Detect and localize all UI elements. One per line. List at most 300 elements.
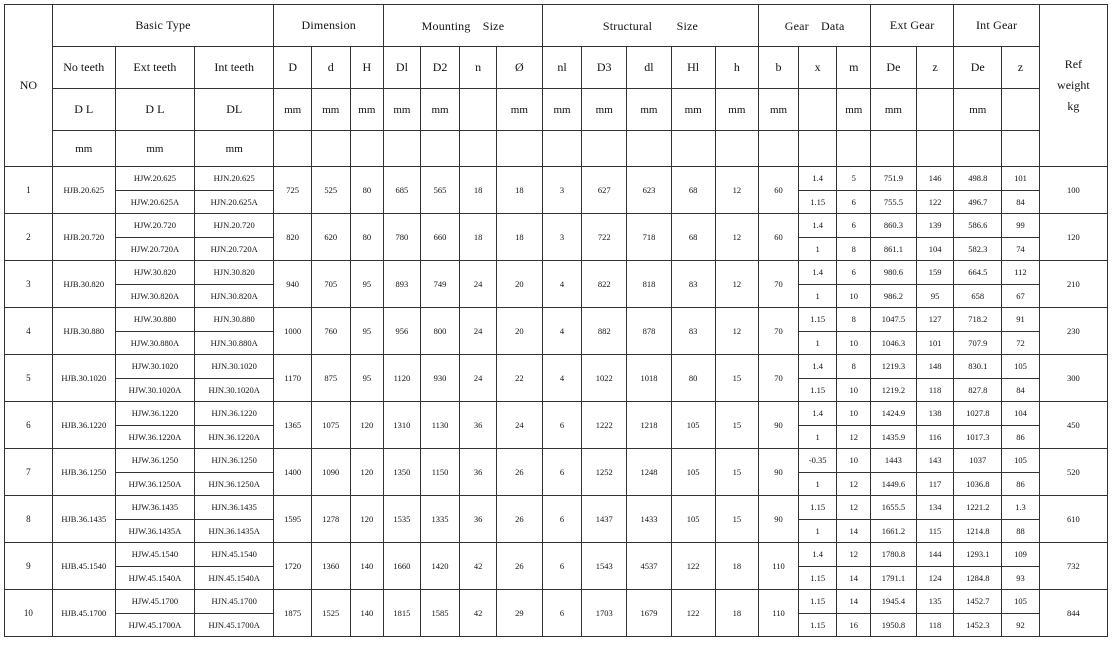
cell-ext-teeth-model: HJW.20.720 [115, 214, 194, 238]
header-col-H1: Hl [671, 47, 715, 89]
cell-ext-de: 1661.2 [871, 519, 917, 543]
unit-H: mm [350, 89, 384, 131]
cell-int-teeth-model: HJN.36.1220 [195, 402, 274, 426]
cell-int-teeth-model: HJN.30.880A [195, 331, 274, 355]
cell-no: 5 [5, 355, 53, 402]
blank-cell [954, 131, 1002, 167]
cell-no: 7 [5, 449, 53, 496]
unit-n1: mm [542, 89, 582, 131]
cell-D1: 1120 [384, 355, 421, 402]
cell-int-de: 1214.8 [954, 519, 1002, 543]
cell-ext-z: 116 [916, 425, 954, 449]
blank-cell [759, 131, 799, 167]
bearing-spec-table [4, 4, 1108, 637]
cell-m: 10 [837, 284, 871, 308]
cell-H1: 68 [671, 214, 715, 261]
header-col-ext-de: De [871, 47, 917, 89]
cell-model-no-teeth: HJB.36.1435 [52, 496, 115, 543]
table-row [5, 590, 1108, 614]
cell-D2: 749 [420, 261, 460, 308]
cell-ext-z: 117 [916, 472, 954, 496]
cell-D: 1720 [274, 543, 312, 590]
cell-int-z: 86 [1002, 425, 1040, 449]
cell-ext-teeth-model: HJW.45.1700 [115, 590, 194, 614]
cell-h: 12 [715, 167, 759, 214]
blank-cell [496, 131, 542, 167]
cell-ext-teeth-model: HJW.36.1250 [115, 449, 194, 473]
cell-model-no-teeth: HJB.36.1250 [52, 449, 115, 496]
cell-int-teeth-model: HJN.45.1700A [195, 613, 274, 637]
cell-model-no-teeth: HJB.45.1700 [52, 590, 115, 637]
cell-n: 42 [460, 543, 497, 590]
cell-H1: 105 [671, 496, 715, 543]
cell-ext-teeth-model: HJW.20.720A [115, 237, 194, 261]
header-dl-ext-teeth: D L [115, 89, 194, 131]
cell-d1: 623 [627, 167, 672, 214]
cell-d: 760 [311, 308, 350, 355]
cell-no: 10 [5, 590, 53, 637]
cell-d1: 818 [627, 261, 672, 308]
blank-cell [871, 131, 917, 167]
cell-d: 620 [311, 214, 350, 261]
cell-ext-teeth-model: HJW.36.1220 [115, 402, 194, 426]
cell-m: 10 [837, 449, 871, 473]
cell-m: 14 [837, 566, 871, 590]
header-col-d: d [311, 47, 350, 89]
cell-D: 1400 [274, 449, 312, 496]
cell-int-teeth-model: HJN.20.625A [195, 190, 274, 214]
cell-n1: 3 [542, 214, 582, 261]
cell-x: 1.4 [798, 355, 837, 379]
cell-h: 12 [715, 214, 759, 261]
cell-m: 16 [837, 613, 871, 637]
blank-cell [420, 131, 460, 167]
table-row [5, 496, 1108, 520]
header-no-teeth: No teeth [52, 47, 115, 89]
cell-D: 1595 [274, 496, 312, 543]
cell-n: 36 [460, 496, 497, 543]
cell-x: 1 [798, 331, 837, 355]
cell-H: 95 [350, 308, 384, 355]
cell-no: 6 [5, 402, 53, 449]
cell-h: 15 [715, 402, 759, 449]
cell-ext-z: 159 [916, 261, 954, 285]
unit-m: mm [837, 89, 871, 131]
cell-int-de: 1037 [954, 449, 1002, 473]
cell-n: 36 [460, 449, 497, 496]
cell-x: 1.4 [798, 261, 837, 285]
cell-n: 18 [460, 214, 497, 261]
cell-ext-de: 1780.8 [871, 543, 917, 567]
unit-ext-teeth: mm [115, 131, 194, 167]
cell-D1: 1660 [384, 543, 421, 590]
cell-D1: 1535 [384, 496, 421, 543]
cell-m: 6 [837, 190, 871, 214]
cell-x: 1 [798, 425, 837, 449]
cell-int-z: 104 [1002, 402, 1040, 426]
header-int-gear: Int Gear [954, 5, 1039, 47]
cell-d1: 4537 [627, 543, 672, 590]
cell-ext-de: 755.5 [871, 190, 917, 214]
cell-H: 95 [350, 261, 384, 308]
cell-D: 725 [274, 167, 312, 214]
cell-ext-de: 1047.5 [871, 308, 917, 332]
cell-ext-de: 1449.6 [871, 472, 917, 496]
cell-int-de: 664.5 [954, 261, 1002, 285]
cell-m: 12 [837, 425, 871, 449]
cell-d: 705 [311, 261, 350, 308]
blank-cell [916, 131, 954, 167]
cell-ext-de: 1435.9 [871, 425, 917, 449]
cell-ref-weight: 732 [1039, 543, 1107, 590]
cell-D: 1365 [274, 402, 312, 449]
blank-cell [460, 131, 497, 167]
blank-cell [837, 131, 871, 167]
cell-ref-weight: 300 [1039, 355, 1107, 402]
cell-m: 10 [837, 378, 871, 402]
cell-H: 140 [350, 590, 384, 637]
cell-D1: 1310 [384, 402, 421, 449]
cell-d: 1525 [311, 590, 350, 637]
cell-D2: 660 [420, 214, 460, 261]
cell-d1: 1248 [627, 449, 672, 496]
cell-x: 1 [798, 284, 837, 308]
cell-ext-z: 118 [916, 613, 954, 637]
header-col-int-de: De [954, 47, 1002, 89]
cell-model-no-teeth: HJB.20.720 [52, 214, 115, 261]
cell-int-teeth-model: HJN.30.820 [195, 261, 274, 285]
header-col-D2: D2 [420, 47, 460, 89]
header-col-H: H [350, 47, 384, 89]
cell-H1: 122 [671, 543, 715, 590]
header-ext-teeth: Ext teeth [115, 47, 194, 89]
cell-ref-weight: 120 [1039, 214, 1107, 261]
header-col-n1: nl [542, 47, 582, 89]
cell-b: 110 [759, 543, 799, 590]
cell-H1: 83 [671, 261, 715, 308]
cell-ext-teeth-model: HJW.30.820A [115, 284, 194, 308]
header-structural-size: Structural Size [542, 5, 759, 47]
cell-ref-weight: 844 [1039, 590, 1107, 637]
blank-cell [582, 131, 627, 167]
header-col-phi: Ø [496, 47, 542, 89]
cell-int-z: 1.3 [1002, 496, 1040, 520]
cell-int-de: 1036.8 [954, 472, 1002, 496]
cell-int-de: 1221.2 [954, 496, 1002, 520]
cell-D3: 1252 [582, 449, 627, 496]
cell-ext-de: 1046.3 [871, 331, 917, 355]
cell-m: 5 [837, 167, 871, 191]
cell-int-de: 1284.8 [954, 566, 1002, 590]
blank-cell [542, 131, 582, 167]
cell-ref-weight: 450 [1039, 402, 1107, 449]
table-row [5, 167, 1108, 191]
cell-b: 60 [759, 214, 799, 261]
cell-phi: 20 [496, 261, 542, 308]
cell-d: 525 [311, 167, 350, 214]
cell-H: 80 [350, 167, 384, 214]
unit-ext-de: mm [871, 89, 917, 131]
cell-ext-z: 101 [916, 331, 954, 355]
cell-n1: 6 [542, 590, 582, 637]
cell-D3: 882 [582, 308, 627, 355]
cell-int-z: 93 [1002, 566, 1040, 590]
cell-n1: 4 [542, 355, 582, 402]
cell-H1: 83 [671, 308, 715, 355]
cell-model-no-teeth: HJB.36.1220 [52, 402, 115, 449]
cell-n1: 6 [542, 402, 582, 449]
cell-n: 18 [460, 167, 497, 214]
cell-int-z: 112 [1002, 261, 1040, 285]
cell-d: 1075 [311, 402, 350, 449]
header-ref-weight: Ref weight kg [1039, 5, 1107, 167]
cell-D1: 956 [384, 308, 421, 355]
cell-no: 4 [5, 308, 53, 355]
cell-no: 9 [5, 543, 53, 590]
cell-D2: 1420 [420, 543, 460, 590]
table-row [5, 402, 1108, 426]
cell-int-z: 86 [1002, 472, 1040, 496]
cell-D3: 1543 [582, 543, 627, 590]
cell-m: 8 [837, 308, 871, 332]
cell-H1: 80 [671, 355, 715, 402]
cell-m: 12 [837, 496, 871, 520]
cell-ext-de: 1219.2 [871, 378, 917, 402]
cell-int-teeth-model: HJN.30.1020 [195, 355, 274, 379]
cell-ext-teeth-model: HJW.30.820 [115, 261, 194, 285]
cell-int-z: 92 [1002, 613, 1040, 637]
header-mounting-size: Mounting Size [384, 5, 543, 47]
cell-int-de: 1293.1 [954, 543, 1002, 567]
cell-ext-de: 980.6 [871, 261, 917, 285]
cell-no: 2 [5, 214, 53, 261]
cell-ext-de: 1655.5 [871, 496, 917, 520]
cell-n: 24 [460, 355, 497, 402]
cell-int-teeth-model: HJN.36.1250 [195, 449, 274, 473]
cell-ext-z: 138 [916, 402, 954, 426]
cell-int-de: 1017.3 [954, 425, 1002, 449]
cell-int-de: 1452.7 [954, 590, 1002, 614]
cell-phi: 18 [496, 167, 542, 214]
cell-int-teeth-model: HJN.20.720A [195, 237, 274, 261]
blank-cell [798, 131, 837, 167]
cell-ext-teeth-model: HJW.45.1700A [115, 613, 194, 637]
table-row [5, 308, 1108, 332]
cell-int-teeth-model: HJN.45.1700 [195, 590, 274, 614]
header-dl-no-teeth: D L [52, 89, 115, 131]
cell-H: 80 [350, 214, 384, 261]
unit-int-de: mm [954, 89, 1002, 131]
cell-int-z: 99 [1002, 214, 1040, 238]
cell-d: 875 [311, 355, 350, 402]
cell-ext-teeth-model: HJW.45.1540 [115, 543, 194, 567]
cell-m: 6 [837, 261, 871, 285]
unit-n [460, 89, 497, 131]
header-row-groups [5, 5, 1108, 47]
cell-model-no-teeth: HJB.30.1020 [52, 355, 115, 402]
cell-H1: 105 [671, 402, 715, 449]
cell-D: 940 [274, 261, 312, 308]
cell-int-teeth-model: HJN.20.720 [195, 214, 274, 238]
blank-cell [671, 131, 715, 167]
cell-ext-z: 95 [916, 284, 954, 308]
cell-m: 14 [837, 590, 871, 614]
header-col-m: m [837, 47, 871, 89]
cell-D2: 800 [420, 308, 460, 355]
cell-H: 120 [350, 402, 384, 449]
cell-int-z: 105 [1002, 590, 1040, 614]
cell-b: 70 [759, 261, 799, 308]
cell-D1: 893 [384, 261, 421, 308]
cell-b: 60 [759, 167, 799, 214]
cell-ext-de: 1950.8 [871, 613, 917, 637]
unit-d1: mm [627, 89, 672, 131]
cell-int-de: 830.1 [954, 355, 1002, 379]
blank-cell [274, 131, 312, 167]
cell-model-no-teeth: HJB.20.625 [52, 167, 115, 214]
cell-D: 1875 [274, 590, 312, 637]
cell-ext-de: 1443 [871, 449, 917, 473]
cell-D3: 1437 [582, 496, 627, 543]
cell-ext-de: 986.2 [871, 284, 917, 308]
cell-m: 14 [837, 519, 871, 543]
cell-x: 1.4 [798, 214, 837, 238]
cell-n: 24 [460, 261, 497, 308]
cell-int-teeth-model: HJN.36.1435 [195, 496, 274, 520]
cell-ref-weight: 210 [1039, 261, 1107, 308]
header-dl-int-teeth: DL [195, 89, 274, 131]
cell-int-teeth-model: HJN.45.1540A [195, 566, 274, 590]
cell-b: 110 [759, 590, 799, 637]
cell-ext-z: 104 [916, 237, 954, 261]
cell-int-de: 827.8 [954, 378, 1002, 402]
cell-D: 1000 [274, 308, 312, 355]
cell-phi: 24 [496, 402, 542, 449]
cell-ext-teeth-model: HJW.36.1220A [115, 425, 194, 449]
cell-H: 95 [350, 355, 384, 402]
blank-cell [350, 131, 384, 167]
cell-H1: 68 [671, 167, 715, 214]
cell-int-de: 498.8 [954, 167, 1002, 191]
table-row [5, 355, 1108, 379]
cell-D2: 1585 [420, 590, 460, 637]
cell-b: 70 [759, 355, 799, 402]
cell-ext-z: 124 [916, 566, 954, 590]
cell-int-z: 84 [1002, 190, 1040, 214]
cell-b: 70 [759, 308, 799, 355]
cell-int-z: 72 [1002, 331, 1040, 355]
cell-x: 1.4 [798, 167, 837, 191]
cell-ext-teeth-model: HJW.36.1250A [115, 472, 194, 496]
cell-int-de: 1027.8 [954, 402, 1002, 426]
cell-n1: 6 [542, 496, 582, 543]
cell-D2: 1130 [420, 402, 460, 449]
cell-ext-de: 1424.9 [871, 402, 917, 426]
cell-n: 24 [460, 308, 497, 355]
cell-ext-teeth-model: HJW.20.625A [115, 190, 194, 214]
cell-ext-z: 139 [916, 214, 954, 238]
cell-x: 1 [798, 519, 837, 543]
unit-int-z [1002, 89, 1040, 131]
cell-x: 1.15 [798, 590, 837, 614]
cell-int-z: 67 [1002, 284, 1040, 308]
cell-x: -0.35 [798, 449, 837, 473]
unit-D3: mm [582, 89, 627, 131]
cell-d1: 1433 [627, 496, 672, 543]
unit-x [798, 89, 837, 131]
cell-model-no-teeth: HJB.45.1540 [52, 543, 115, 590]
cell-int-de: 582.3 [954, 237, 1002, 261]
cell-ext-z: 122 [916, 190, 954, 214]
cell-no: 3 [5, 261, 53, 308]
cell-m: 8 [837, 355, 871, 379]
cell-D2: 1335 [420, 496, 460, 543]
cell-n1: 6 [542, 449, 582, 496]
cell-D1: 780 [384, 214, 421, 261]
cell-int-z: 74 [1002, 237, 1040, 261]
cell-ref-weight: 610 [1039, 496, 1107, 543]
cell-int-teeth-model: HJN.36.1220A [195, 425, 274, 449]
unit-d: mm [311, 89, 350, 131]
cell-d: 1278 [311, 496, 350, 543]
cell-int-z: 105 [1002, 449, 1040, 473]
cell-ext-z: 146 [916, 167, 954, 191]
cell-d1: 718 [627, 214, 672, 261]
cell-int-de: 718.2 [954, 308, 1002, 332]
cell-D1: 1350 [384, 449, 421, 496]
cell-m: 6 [837, 214, 871, 238]
cell-n1: 4 [542, 261, 582, 308]
cell-D: 1170 [274, 355, 312, 402]
cell-ext-teeth-model: HJW.36.1435A [115, 519, 194, 543]
cell-h: 18 [715, 543, 759, 590]
cell-ext-de: 860.3 [871, 214, 917, 238]
cell-b: 90 [759, 449, 799, 496]
cell-int-de: 496.7 [954, 190, 1002, 214]
cell-int-z: 109 [1002, 543, 1040, 567]
cell-phi: 26 [496, 449, 542, 496]
blank-cell [311, 131, 350, 167]
cell-b: 90 [759, 402, 799, 449]
cell-ext-de: 1791.1 [871, 566, 917, 590]
blank-cell [384, 131, 421, 167]
cell-int-teeth-model: HJN.30.880 [195, 308, 274, 332]
cell-D2: 565 [420, 167, 460, 214]
cell-ext-z: 148 [916, 355, 954, 379]
cell-h: 18 [715, 590, 759, 637]
header-col-h: h [715, 47, 759, 89]
cell-h: 15 [715, 449, 759, 496]
cell-no: 8 [5, 496, 53, 543]
cell-ext-de: 1945.4 [871, 590, 917, 614]
header-row-columns [5, 47, 1108, 89]
cell-x: 1 [798, 472, 837, 496]
cell-D3: 822 [582, 261, 627, 308]
cell-phi: 26 [496, 543, 542, 590]
cell-int-z: 84 [1002, 378, 1040, 402]
cell-ext-teeth-model: HJW.20.625 [115, 167, 194, 191]
cell-x: 1.4 [798, 543, 837, 567]
cell-ext-de: 1219.3 [871, 355, 917, 379]
cell-d1: 1679 [627, 590, 672, 637]
blank-cell [627, 131, 672, 167]
cell-m: 12 [837, 472, 871, 496]
header-col-n: n [460, 47, 497, 89]
cell-m: 10 [837, 331, 871, 355]
cell-D2: 930 [420, 355, 460, 402]
cell-ext-z: 143 [916, 449, 954, 473]
table-row [5, 449, 1108, 473]
